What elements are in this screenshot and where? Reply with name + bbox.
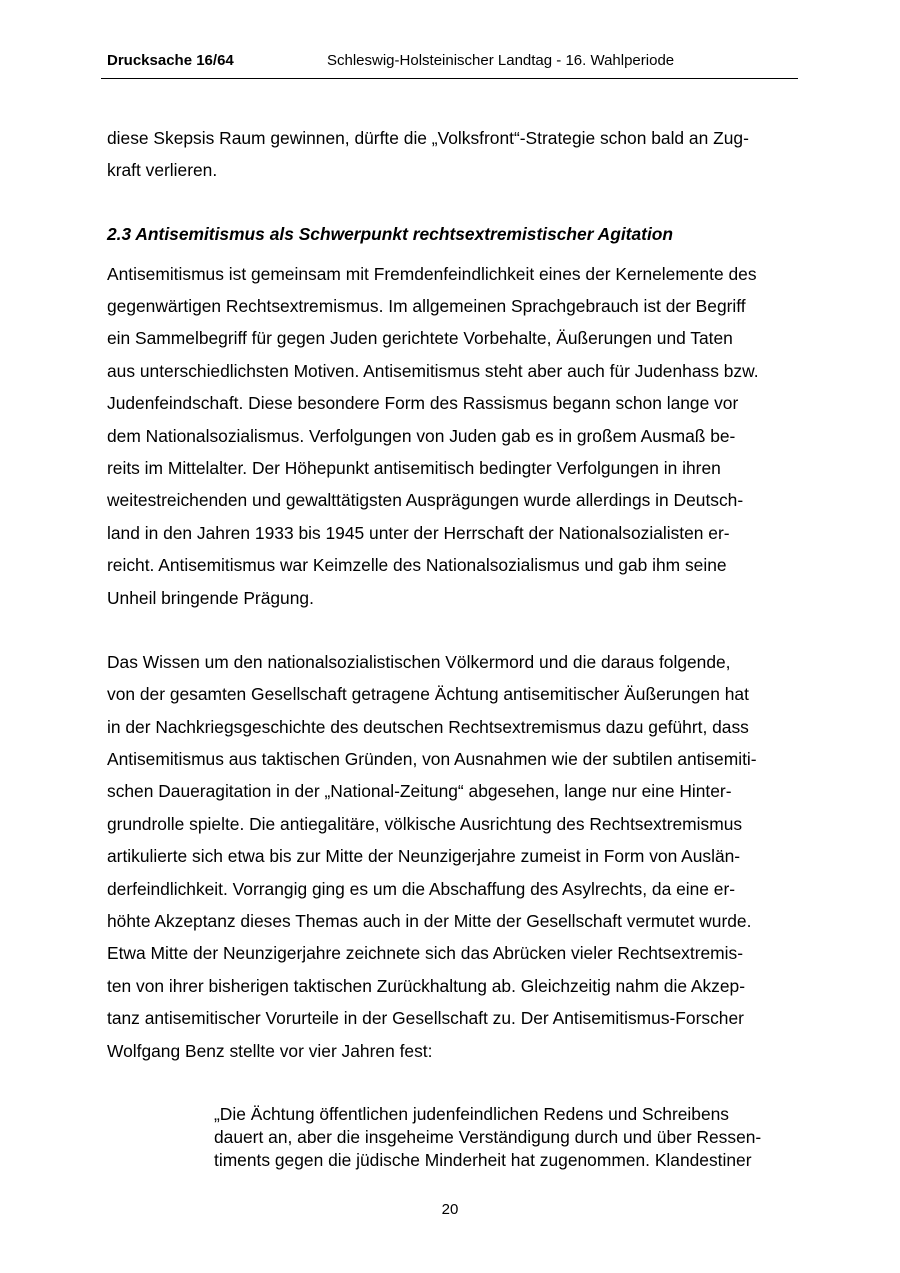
quote-line: „Die Ächtung öffentlichen judenfeindlichen Redens und Schreibens (214, 1104, 729, 1124)
section-heading: 2.3 Antisemitismus als Schwerpunkt rechtsextremistischer Agitation (107, 224, 674, 244)
body-text-line: artikulierte sich etwa bis zur Mitte der Neunzigerjahre zumeist in Form von Auslän- (107, 846, 741, 866)
quote-line: timents gegen die jüdische Minderheit hat zugenommen. Klandestiner (214, 1150, 752, 1170)
body-text-line: Antisemitismus aus taktischen Gründen, von Ausnahmen wie der subtilen antisemiti- (107, 749, 757, 769)
parliament-title: Schleswig-Holsteinischer Landtag - 16. Wahlperiode (327, 52, 675, 69)
page-header (101, 52, 798, 79)
document-number: Drucksache 16/64 (107, 52, 234, 69)
body-text-line: Das Wissen um den nationalsozialistischen Völkermord und die daraus folgende, (107, 652, 731, 672)
body-text-line: Judenfeindschaft. Diese besondere Form des Rassismus begann schon lange vor (107, 393, 739, 413)
body-text-line: in der Nachkriegsgeschichte des deutschen Rechtsextremismus dazu geführt, dass (107, 717, 749, 737)
body-text-line: von der gesamten Gesellschaft getragene Ächtung antisemitischer Äußerungen hat (107, 684, 749, 704)
body-text-line: land in den Jahren 1933 bis 1945 unter der Herrschaft der Nationalsozialisten er- (107, 523, 730, 543)
body-text-line: grundrolle spielte. Die antiegalitäre, völkische Ausrichtung des Rechtsextremismus (107, 814, 743, 834)
body-text-line: weitestreichenden und gewalttätigsten Ausprägungen wurde allerdings in Deutsch- (107, 490, 744, 510)
body-text-line: Etwa Mitte der Neunzigerjahre zeichnete sich das Abrücken vieler Rechtsextremis- (107, 943, 744, 963)
quote-line: dauert an, aber die insgeheime Verständigung durch und über Ressen- (214, 1127, 762, 1147)
body-text-line: dem Nationalsozialismus. Verfolgungen von Juden gab es in großem Ausmaß be- (107, 426, 736, 446)
body-text-line: diese Skepsis Raum gewinnen, dürfte die „Volksfront“-Strategie schon bald an Zug- (107, 128, 749, 148)
body-text-line: reits im Mittelalter. Der Höhepunkt antisemitisch bedingter Verfolgungen in ihren (107, 458, 721, 478)
body-text-line: ten von ihrer bisherigen taktischen Zurückhaltung ab. Gleichzeitig nahm die Akzep- (107, 976, 746, 996)
body-text-line: höhte Akzeptanz dieses Themas auch in der Mitte der Gesellschaft vermutet wurde. (107, 911, 752, 931)
body-text-line: tanz antisemitischer Vorurteile in der Gesellschaft zu. Der Antisemitismus-Forscher (107, 1008, 744, 1028)
body-text-line: gegenwärtigen Rechtsextremismus. Im allgemeinen Sprachgebrauch ist der Begriff (107, 296, 746, 316)
body-text-line: Wolfgang Benz stellte vor vier Jahren fest: (107, 1041, 433, 1061)
body-text-line: kraft verlieren. (107, 160, 218, 180)
page-number: 20 (441, 1201, 459, 1218)
body-text-line: Antisemitismus ist gemeinsam mit Fremdenfeindlichkeit eines der Kernelemente des (107, 264, 757, 284)
body-text-line: reicht. Antisemitismus war Keimzelle des Nationalsozialismus und gab ihm seine (107, 555, 727, 575)
body-text-line: derfeindlichkeit. Vorrangig ging es um die Abschaffung des Asylrechts, da eine er- (107, 879, 736, 899)
body-text-line: ein Sammelbegriff für gegen Juden gerichtete Vorbehalte, Äußerungen und Taten (107, 328, 733, 348)
body-text-line: schen Daueragitation in der „National-Zeitung“ abgesehen, lange nur eine Hinter- (107, 781, 732, 801)
body-text-line: aus unterschiedlichsten Motiven. Antisemitismus steht aber auch für Judenhass bzw. (107, 361, 759, 381)
body-text-line: Unheil bringende Prägung. (107, 588, 314, 608)
